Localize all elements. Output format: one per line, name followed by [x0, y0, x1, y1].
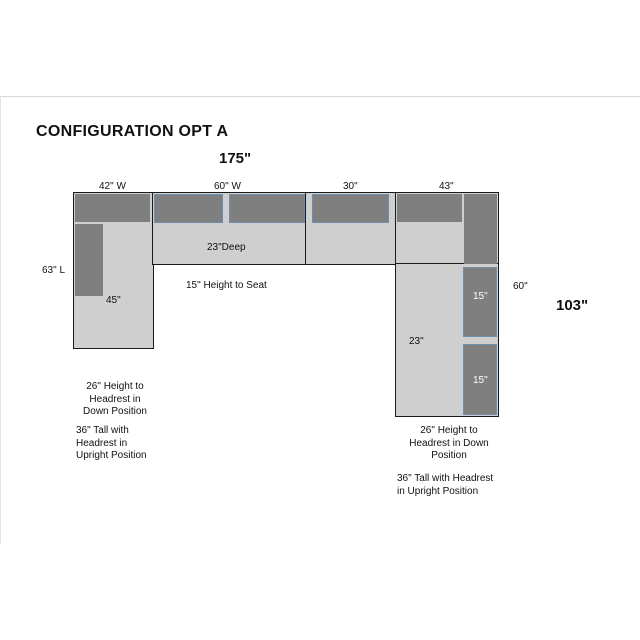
back-cushion-armless	[312, 194, 389, 223]
left-headrest-down-note: 26" Height to Headrest in Down Position	[83, 381, 147, 417]
left-length-label: 63" L	[42, 265, 66, 276]
width-label-section2: 60" W	[214, 181, 241, 192]
back-cushion-middle-2	[229, 194, 305, 223]
right-depth-label: 23"	[409, 336, 424, 347]
seat-depth-label: 23"Deep	[207, 242, 246, 253]
seat-height-label: 15" Height to Seat	[186, 280, 267, 291]
width-label-section3: 30"	[343, 181, 358, 192]
diagram-title: CONFIGURATION OPT A	[36, 123, 229, 140]
arm-cushion-left	[75, 224, 103, 296]
width-label-section4: 43"	[439, 181, 454, 192]
back-cushion-left	[75, 194, 150, 222]
overall-width-label: 175"	[219, 150, 252, 167]
chaise-length-label: 45"	[106, 295, 121, 306]
back-cushion-middle-1	[154, 194, 223, 223]
right-headrest-down-note: 26" Height to Headrest in Down Position	[409, 425, 489, 461]
left-headrest-up-note: 36" Tall with Headrest in Upright Position	[76, 425, 147, 461]
right-headrest-up-note: 36" Tall with Headrest in Upright Position	[397, 473, 494, 497]
side-cushion-corner	[464, 194, 497, 264]
back-cushion-corner	[397, 194, 462, 222]
overall-depth-label: 103"	[556, 297, 589, 314]
cushion-lower-label: 15"	[473, 375, 488, 386]
width-label-section1: 42" W	[99, 181, 126, 192]
right-length-label: 60"	[513, 281, 528, 292]
cushion-upper-label: 15"	[473, 291, 488, 302]
